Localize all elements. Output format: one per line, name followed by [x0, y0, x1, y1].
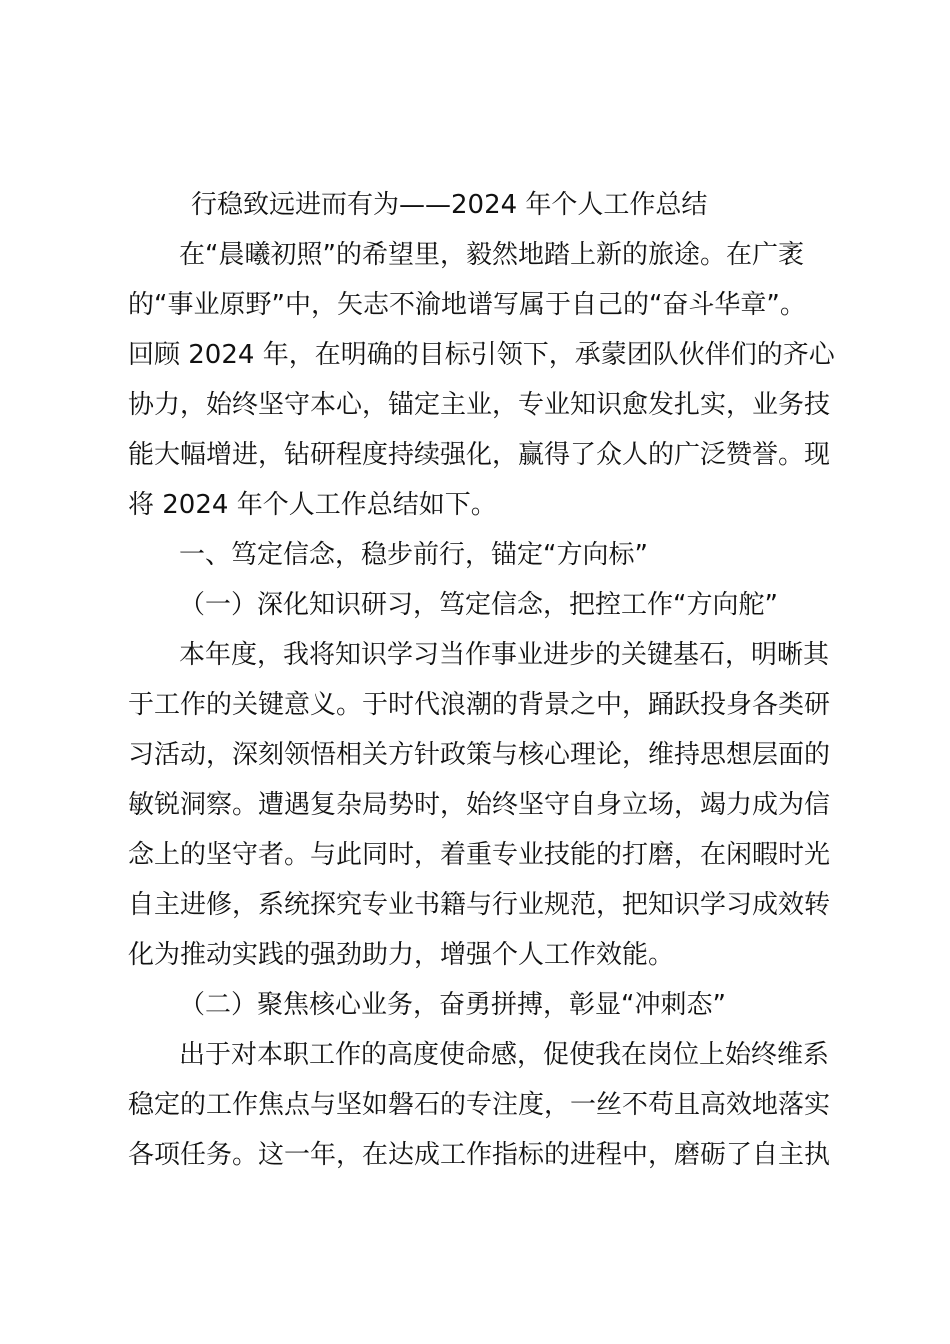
body-line: 化为推动实践的强劲助力，增强个人工作效能。 — [128, 940, 675, 970]
body-line: 本年度，我将知识学习当作事业进步的关键基石，明晰其 — [179, 640, 830, 670]
body-line: 念上的坚守者。与此同时，着重专业技能的打磨，在闲暇时光 — [128, 840, 831, 870]
body-line: 协力，始终坚守本心，锚定主业，专业知识愈发扎实，业务技 — [128, 390, 831, 420]
body-line: 各项任务。这一年，在达成工作指标的进程中，磨砺了自主执 — [128, 1140, 831, 1170]
body-line: 回顾 2024 年，在明确的目标引领下，承蒙团队伙伴们的齐心 — [128, 340, 835, 370]
document-title: 行稳致远进而有为——2024 年个人工作总结 — [191, 190, 708, 220]
body-line: 敏锐洞察。遭遇复杂局势时，始终坚守自身立场，竭力成为信 — [128, 790, 831, 820]
section-heading: 一、笃定信念，稳步前行，锚定“方向标” — [179, 540, 648, 570]
body-line: 稳定的工作焦点与坚如磐石的专注度，一丝不苟且高效地落实 — [128, 1090, 831, 1120]
body-line: 出于对本职工作的高度使命感，促使我在岗位上始终维系 — [179, 1040, 830, 1070]
subsection-heading: （二）聚焦核心业务，奋勇拼搏，彰显“冲刺态” — [179, 990, 726, 1020]
body-line: 将 2024 年个人工作总结如下。 — [128, 490, 497, 520]
body-line: 能大幅增进，钻研程度持续强化，赢得了众人的广泛赞誉。现 — [128, 440, 831, 470]
body-line: 的“事业原野”中，矢志不渝地谱写属于自己的“奋斗华章”。 — [128, 290, 806, 320]
body-line: 在“晨曦初照”的希望里，毅然地踏上新的旅途。在广袤 — [179, 240, 804, 270]
body-line: 习活动，深刻领悟相关方针政策与核心理论，维持思想层面的 — [128, 740, 831, 770]
subsection-heading: （一）深化知识研习，笃定信念，把控工作“方向舵” — [179, 590, 778, 620]
body-line: 于工作的关键意义。于时代浪潮的背景之中，踊跃投身各类研 — [128, 690, 831, 720]
body-line: 自主进修，系统探究专业书籍与行业规范，把知识学习成效转 — [128, 890, 831, 920]
